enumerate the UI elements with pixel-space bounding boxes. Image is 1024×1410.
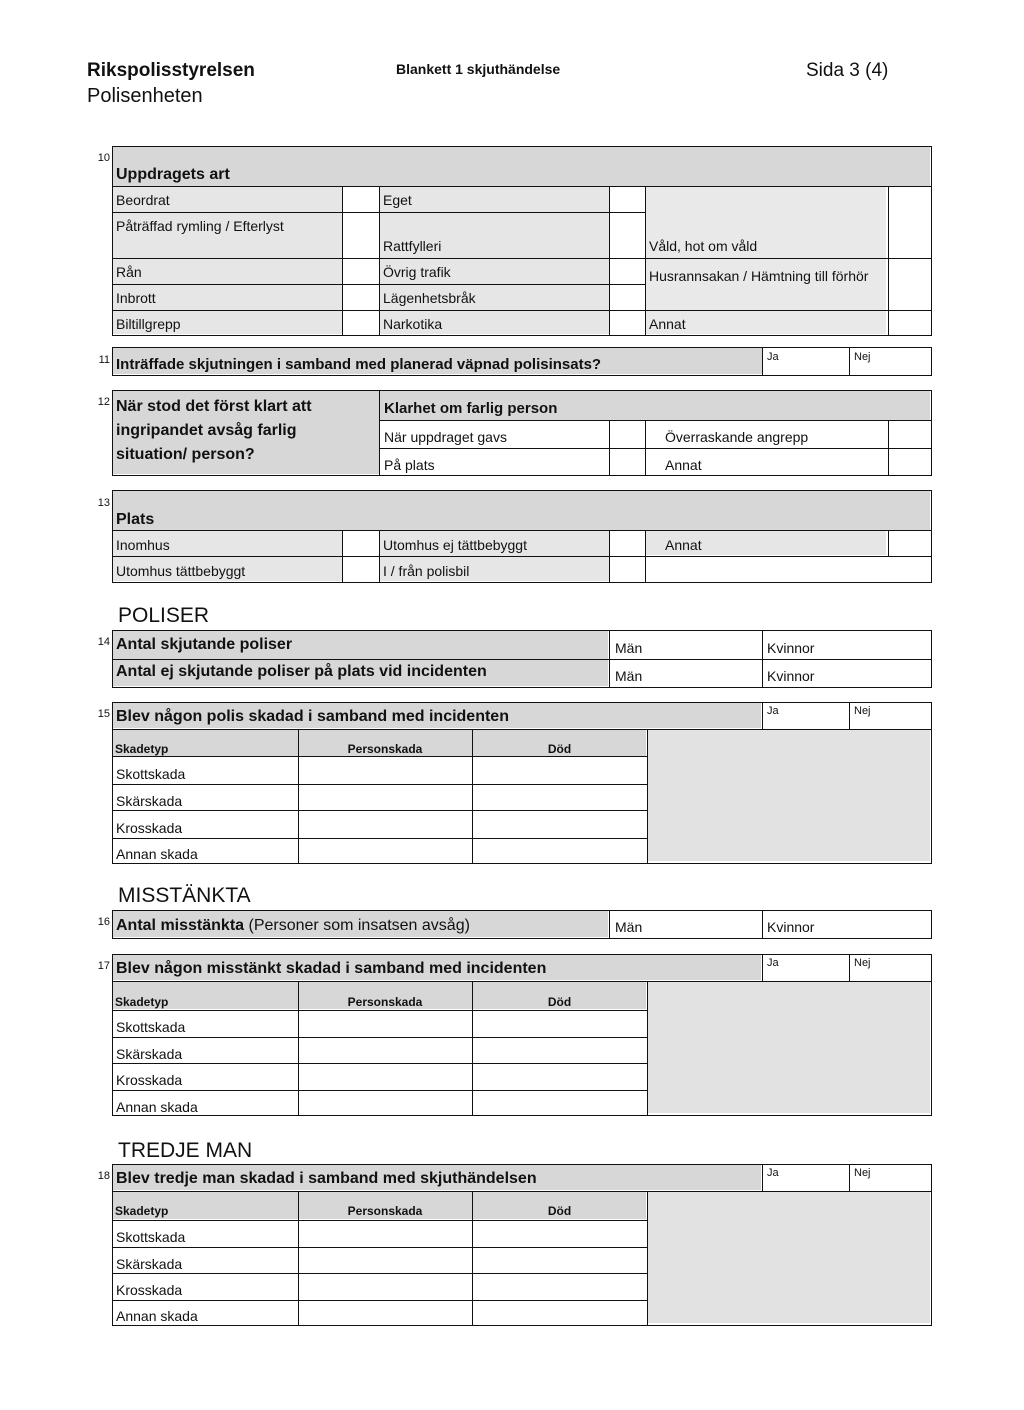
row-label: Annan skada bbox=[116, 1099, 198, 1115]
yes-label[interactable]: Ja bbox=[767, 705, 779, 717]
option-label: Utomhus ej tättbebyggt bbox=[383, 537, 527, 553]
option-label: Husrannsakan / Hämtning till förhör bbox=[649, 268, 869, 284]
section-number: 16 bbox=[97, 916, 110, 928]
option-label: Inomhus bbox=[116, 537, 170, 553]
section-number: 11 bbox=[98, 354, 110, 366]
row-label: Skärskada bbox=[116, 1046, 183, 1062]
checkbox-column[interactable] bbox=[889, 187, 931, 335]
yes-label[interactable]: Ja bbox=[767, 957, 779, 969]
option-label: Annat bbox=[649, 316, 686, 332]
women-label: Kvinnor bbox=[767, 919, 815, 935]
row-label: Skärskada bbox=[116, 1256, 183, 1272]
column-header: Personskada bbox=[347, 1204, 423, 1218]
option-label: Utomhus tättbebyggt bbox=[116, 563, 246, 579]
option-label: Annat bbox=[665, 537, 702, 553]
department-name: Polisenheten bbox=[87, 85, 203, 107]
women-label: Kvinnor bbox=[767, 640, 815, 656]
row-label: Antal misstänkta (Personer som insatsen avsåg) bbox=[116, 917, 470, 934]
no-label[interactable]: Nej bbox=[854, 705, 871, 717]
option-label: Överraskande angrepp bbox=[665, 429, 809, 445]
women-label: Kvinnor bbox=[767, 668, 815, 684]
row-label: Annan skada bbox=[116, 1308, 198, 1324]
option-label: Lägenhetsbråk bbox=[383, 290, 476, 306]
section-number: 13 bbox=[97, 497, 110, 509]
column-header: Skadetyp bbox=[115, 742, 169, 756]
row-label: Annan skada bbox=[116, 846, 198, 862]
organization-name: Rikspolisstyrelsen bbox=[87, 60, 255, 81]
option-label: När uppdraget gavs bbox=[384, 429, 507, 445]
section-heading: TREDJE MAN bbox=[118, 1139, 253, 1162]
no-label[interactable]: Nej bbox=[854, 1167, 871, 1179]
option-label: Rån bbox=[116, 264, 142, 280]
checkbox-column[interactable] bbox=[343, 187, 378, 335]
option-label: Inbrott bbox=[116, 290, 156, 306]
no-label[interactable]: Nej bbox=[854, 351, 871, 363]
row-label: Skottskada bbox=[116, 1019, 186, 1035]
option-label: Våld, hot om våld bbox=[649, 238, 758, 254]
row-label: Krosskada bbox=[116, 820, 183, 836]
checkbox-column[interactable] bbox=[610, 187, 644, 335]
row-label: Krosskada bbox=[116, 1072, 183, 1088]
section-heading: POLISER bbox=[118, 604, 210, 627]
no-label[interactable]: Nej bbox=[854, 957, 871, 969]
yes-label[interactable]: Ja bbox=[767, 1167, 779, 1179]
page-number: Sida 3 (4) bbox=[806, 60, 889, 81]
section-title: Inträffade skjutningen i samband med planerad väpnad polisinsats? bbox=[116, 356, 602, 373]
row-label: Skottskada bbox=[116, 1229, 186, 1245]
row-label: Skottskada bbox=[116, 766, 186, 782]
option-label: Eget bbox=[383, 192, 412, 208]
option-label: På plats bbox=[384, 457, 435, 473]
column-header: Skadetyp bbox=[115, 995, 169, 1009]
option-label: Narkotika bbox=[383, 316, 443, 332]
form-title: Blankett 1 skjuthändelse bbox=[396, 61, 561, 77]
question-line: När stod det först klart att bbox=[116, 398, 312, 415]
column-header: Död bbox=[547, 1204, 572, 1218]
option-label: Annat bbox=[665, 457, 702, 473]
column-header: Död bbox=[547, 995, 572, 1009]
section-number: 18 bbox=[97, 1170, 110, 1182]
column-header: Skadetyp bbox=[115, 1204, 169, 1218]
section-number: 10 bbox=[97, 152, 110, 164]
question-line: situation/ person? bbox=[116, 446, 255, 463]
column-header: Personskada bbox=[347, 995, 423, 1009]
option-label: Biltillgrepp bbox=[116, 316, 181, 332]
yes-label[interactable]: Ja bbox=[767, 351, 779, 363]
sub-title: Klarhet om farlig person bbox=[384, 400, 558, 417]
section-number: 14 bbox=[97, 636, 110, 648]
section-title: Plats bbox=[116, 511, 155, 528]
section-title: Blev någon polis skadad i samband med incidenten bbox=[116, 708, 509, 725]
question-line: ingripandet avsåg farlig bbox=[116, 422, 297, 439]
section-number: 17 bbox=[97, 960, 110, 972]
men-label: Män bbox=[615, 919, 643, 935]
section-title: Blev tredje man skadad i samband med skjuthändelsen bbox=[116, 1170, 537, 1187]
column-header: Död bbox=[547, 742, 572, 756]
section-title: Blev någon misstänkt skadad i samband med incidenten bbox=[116, 960, 547, 977]
section-heading: MISSTÄNKTA bbox=[118, 884, 251, 907]
section-10-box bbox=[112, 146, 932, 336]
row-label: Krosskada bbox=[116, 1282, 183, 1298]
men-label: Män bbox=[615, 668, 643, 684]
section-number: 12 bbox=[97, 396, 110, 408]
option-label: Övrig trafik bbox=[383, 264, 451, 280]
row-label: Skärskada bbox=[116, 793, 183, 809]
row-label: Antal ej skjutande poliser på plats vid incidenten bbox=[116, 663, 487, 680]
option-label: Påträffad rymling / Efterlyst bbox=[116, 218, 284, 234]
section-number: 15 bbox=[97, 708, 110, 720]
option-label: Rattfylleri bbox=[383, 238, 442, 254]
men-label: Män bbox=[615, 640, 643, 656]
section-title: Uppdragets art bbox=[116, 166, 230, 183]
option-label: I / från polisbil bbox=[383, 563, 470, 579]
row-label: Antal skjutande poliser bbox=[116, 636, 293, 653]
option-label: Beordrat bbox=[116, 192, 170, 208]
column-header: Personskada bbox=[347, 742, 423, 756]
